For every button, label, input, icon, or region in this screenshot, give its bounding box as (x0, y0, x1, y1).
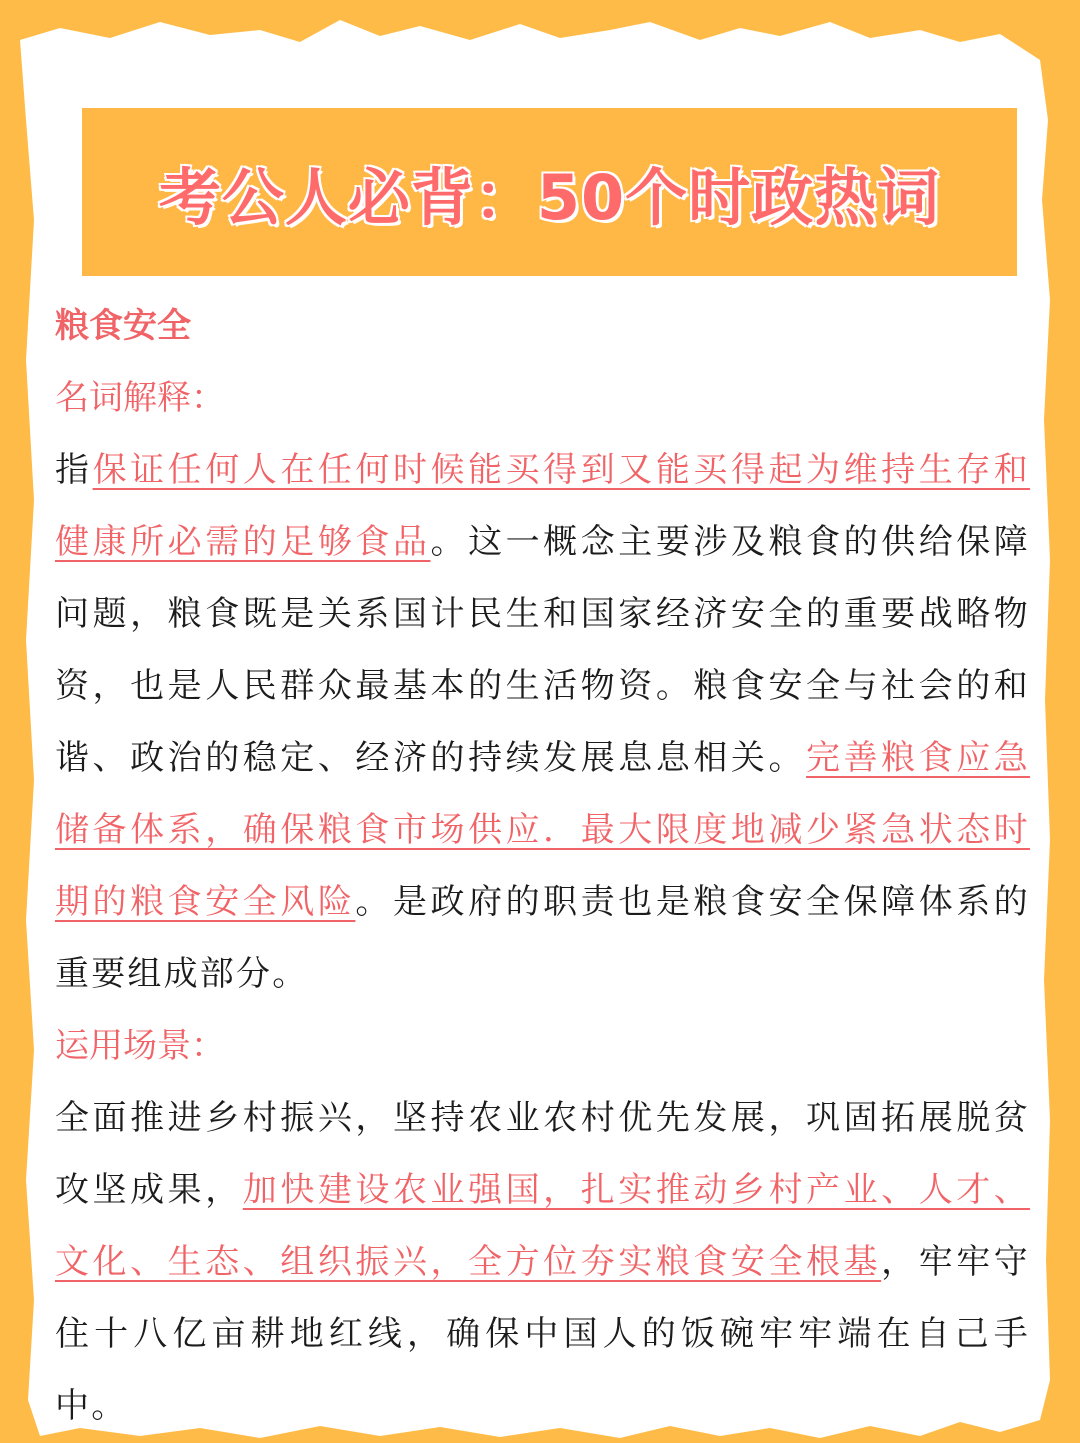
definition-suffix: 。是政府的职责也是粮食安全保障体系的重要组成部分。 (55, 882, 1030, 994)
definition-highlight-1: 保证任何人在任何时候能买得到又能买得起为维持生存和健康所必需的足够食品 (55, 450, 1031, 562)
definition-paragraph (55, 434, 1030, 1010)
usage-prefix: 全面推进乡村振兴，坚持农业农村优先发展，巩固拓展脱贫攻坚成果， (55, 1098, 1030, 1210)
usage-suffix: ，牢牢守住十八亿亩耕地红线，确保中国人的饭碗牢牢端在自己手中。 (55, 1242, 1030, 1426)
usage-label: 运用场景： (55, 1026, 225, 1066)
definition-prefix: 指 (55, 450, 93, 490)
article-body (55, 290, 1030, 1442)
section-heading: 粮食安全 (55, 306, 191, 346)
definition-middle: 。这一概念主要涉及粮食的供给保障问题，粮食既是关系国计民生和国家经济安全的重要战略物资，也是人民群众最基本的生活物资。粮食安全与社会的和谐、政治的稳定、经济的持续发展息息相关。 (55, 522, 1031, 778)
definition-highlight-2: 完善粮食应急储备体系，确保粮食市场供应．最大限度地减少紧急状态时期的粮食安全风险 (55, 738, 1031, 922)
page-title: 考公人必背：50个时政热词 (158, 160, 941, 234)
usage-highlight: 加快建设农业强国，扎实推动乡村产业、人才、文化、生态、组织振兴，全方位夯实粮食安全根基 (55, 1170, 1031, 1282)
definition-label: 名词解释： (55, 378, 225, 418)
title-banner (82, 108, 1017, 276)
usage-paragraph (55, 1082, 1030, 1442)
